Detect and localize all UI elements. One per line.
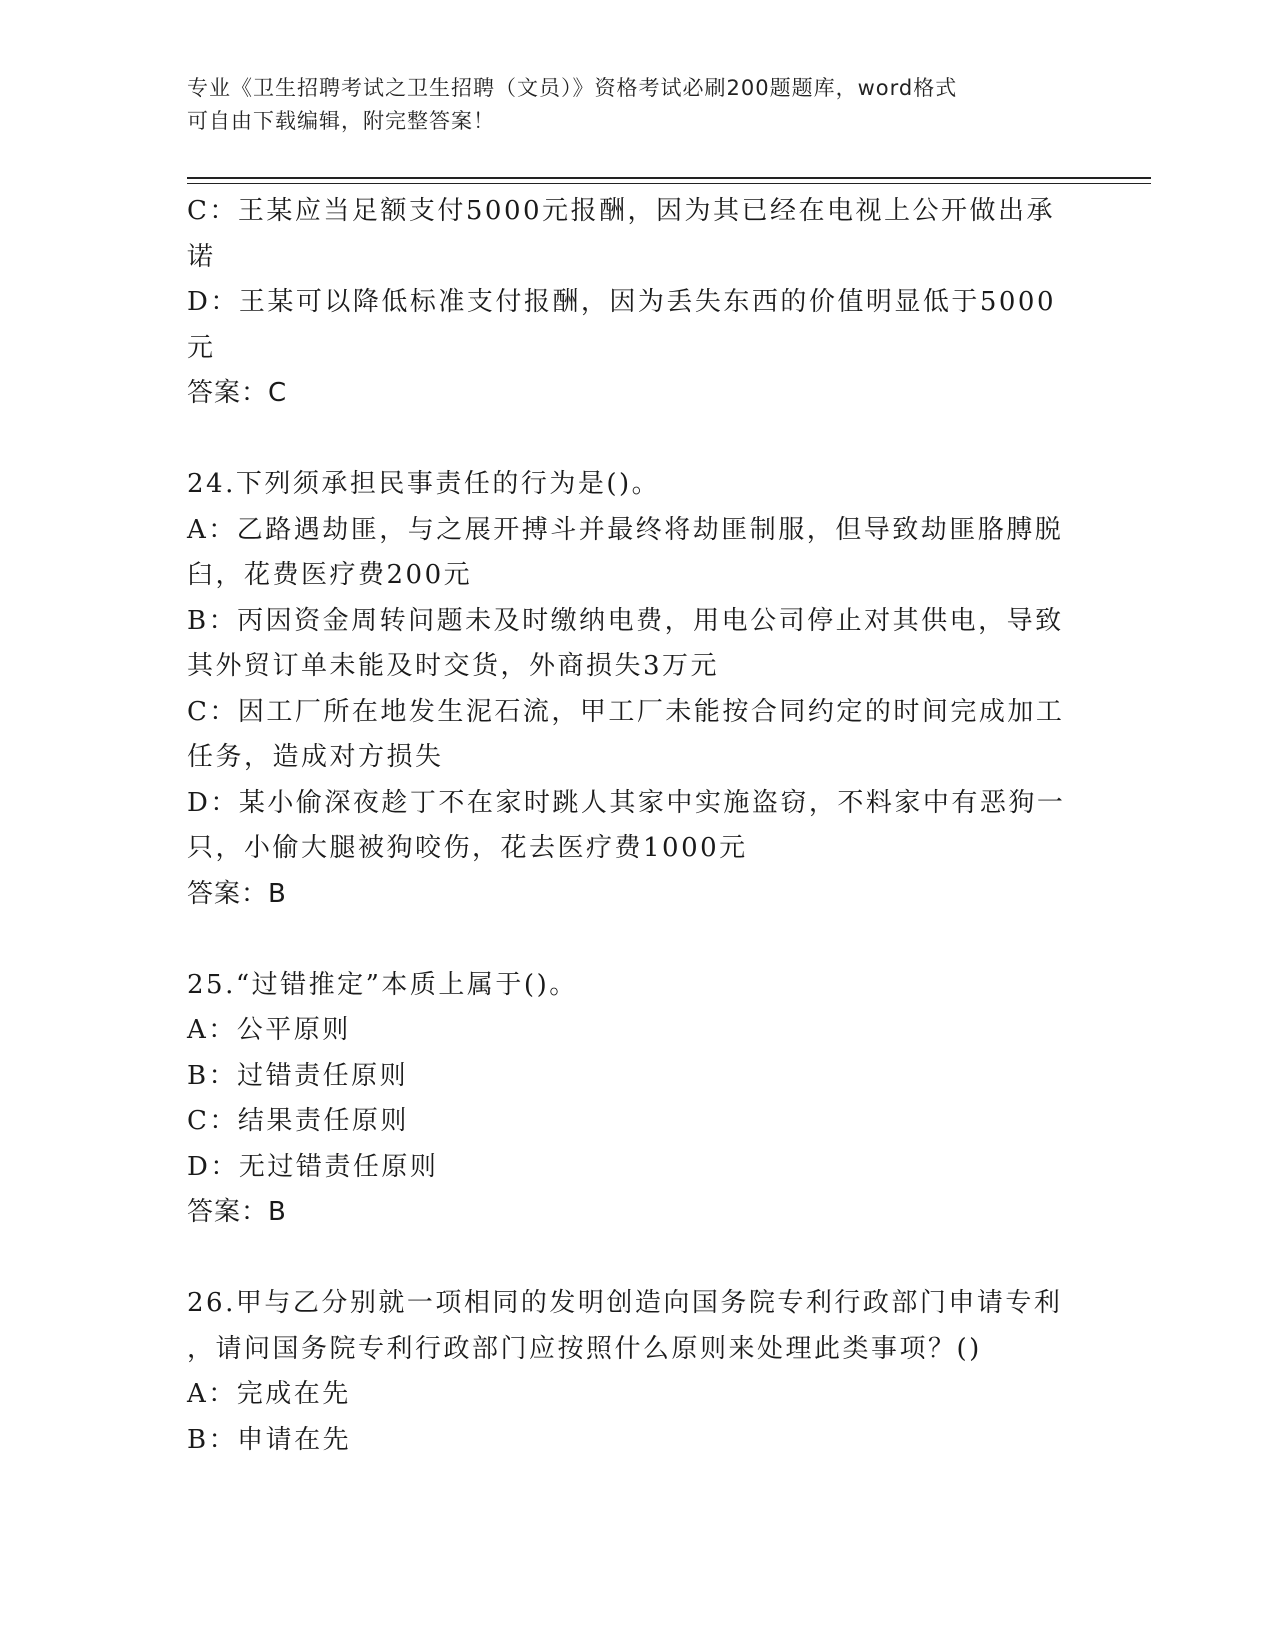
spacer [187, 417, 1067, 463]
document-body [187, 189, 1067, 1463]
q24-option-a-line-1: A：乙路遇劫匪，与之展开搏斗并最终将劫匪制服，但导致劫匪胳膊脱 [187, 514, 1064, 545]
q24-option-a-line-2: 臼，花费医疗费200元 [187, 560, 473, 590]
q25-option-a: A：公平原则 [187, 1015, 351, 1045]
header-divider-thick [187, 177, 1151, 179]
header-line-2: 可自由下载编辑，附完整答案！ [187, 109, 495, 133]
option-c-line-1: C：王某应当足额支付5000元报酬，因为其已经在电视上公开做出承 [187, 196, 1056, 226]
q25-option-c: C：结果责任原则 [187, 1106, 409, 1136]
answer-line: 答案：C [187, 378, 288, 408]
q25-option-d: D：无过错责任原则 [187, 1151, 439, 1182]
q26-option-b: B：申请在先 [187, 1424, 352, 1455]
question-25-block [187, 963, 1067, 1236]
option-d-line-2: 元 [187, 332, 216, 363]
q24-answer: 答案：B [187, 878, 287, 909]
question-25-text: 25.“过错推定”本质上属于()。 [187, 969, 578, 1000]
question-26-block [187, 1281, 1067, 1463]
q24-option-b-line-1: B：丙因资金周转问题未及时缴纳电费，用电公司停止对其供电，导致 [187, 605, 1064, 636]
q24-option-d-line-2: 只，小偷大腿被狗咬伤，花去医疗费1000元 [187, 833, 748, 863]
q24-option-b-line-2: 其外贸订单未能及时交货，外商损失3万元 [187, 651, 720, 681]
question-24-text: 24.下列须承担民事责任的行为是()。 [187, 469, 661, 499]
q24-option-d-line-1: D：某小偷深夜趁丁不在家时跳人其家中实施盗窃，不料家中有恶狗一 [187, 787, 1066, 818]
spacer [187, 917, 1067, 963]
q26-option-a: A：完成在先 [187, 1379, 351, 1409]
spacer [187, 1236, 1067, 1282]
option-d-line-1: D：王某可以降低标准支付报酬，因为丢失东西的价值明显低于5000 [187, 287, 1057, 317]
header-line-1: 专业《卫生招聘考试之卫生招聘（文员）》资格考试必刷200题题库，word格式 [187, 76, 958, 100]
header-divider-thin [187, 183, 1151, 184]
previous-question-block [187, 189, 1067, 417]
question-26-text-line-1: 26.甲与乙分别就一项相同的发明创造向国务院专利行政部门申请专利 [187, 1288, 1063, 1318]
q24-option-c-line-1: C：因工厂所在地发生泥石流，甲工厂未能按合同约定的时间完成加工 [187, 696, 1065, 727]
q24-option-c-line-2: 任务，造成对方损失 [187, 742, 444, 772]
option-c-line-2: 诺 [187, 241, 216, 272]
question-26-text-line-2: ，请问国务院专利行政部门应按照什么原则来处理此类事项？() [187, 1333, 982, 1364]
question-24-block [187, 462, 1067, 917]
q25-option-b: B：过错责任原则 [187, 1060, 409, 1091]
document-header [187, 72, 1067, 138]
q25-answer: 答案：B [187, 1197, 287, 1227]
